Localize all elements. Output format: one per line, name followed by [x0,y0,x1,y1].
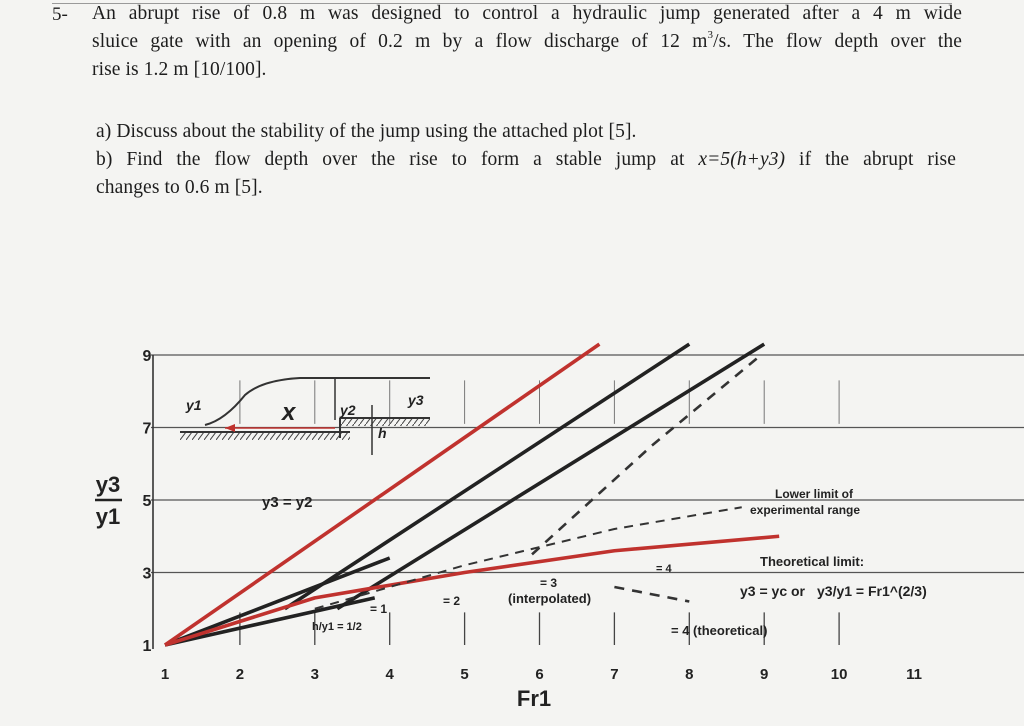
annotation-6: = 4 [656,563,672,575]
y-axis-label-den: y1 [95,504,121,529]
annotation-3: y3 = yc or [740,583,805,599]
x-tick-label: 5 [460,666,469,683]
chart-curves [165,344,779,645]
x-tick-label: 3 [310,666,319,683]
question-number: 5- [52,4,68,25]
y-tick-label: 1 [142,638,152,655]
annotation-4: y3/y1 = Fr1^(2/3) [817,583,927,599]
sketch-label-y3: y3 [408,392,424,408]
annotation-7: = 3 [540,576,558,590]
x-axis-label: Fr1 [516,686,552,711]
x-tick-label: 10 [830,666,848,683]
interpolated-dashed-line [532,359,757,555]
annotation-10: = 1 [370,602,388,616]
y-tick-label: 7 [142,420,152,438]
x-tick-label: 2 [235,666,245,683]
x-tick-label: 8 [685,666,694,683]
part-a: a) Discuss about the stability of the jump using the attached plot [5]. [96,121,637,142]
x-tick-label: 11 [906,666,922,683]
y-axis-label-num: y3 [95,472,121,497]
x-tick-label: 1 [160,666,170,683]
sketch-label-x: x [282,399,296,426]
x-tick-label: 6 [535,666,544,683]
theoretical-dashed-line [614,587,689,602]
annotation-2: Theoretical limit: [760,554,865,569]
sketch-label-y1: y1 [186,397,202,413]
x-tick-label: 4 [385,666,394,683]
sketch-label-y2: y2 [340,402,356,418]
part-b-formula: x=5(h+y3) [698,149,786,170]
arrow-head [225,424,235,432]
question-line-2: sluice gate with an opening of 0.2 m by a flow discharge of 12 $m^3/s$. The flow depth over the [92,29,962,52]
channel-bed-hatch [180,432,350,440]
annotation-9: = 2 [443,594,461,608]
part-b: b) Find the flow depth over the rise to form a stable jump at x=5(h+y3) if the abrupt rise [96,149,956,170]
y-tick-label: 9 [142,348,152,365]
y-tick-label: 5 [142,493,152,510]
y-tick-label: 3 [142,565,152,583]
jump-sketch [180,378,430,455]
question-line-1: An abrupt rise of 0.8 m was designed to control a hydraulic jump generated after a 4 m wide [92,3,962,24]
annotation-5: = 4 (theoretical) [671,623,768,638]
annotation-0: y3 = y2 [262,494,313,511]
x-tick-label: 7 [610,666,619,683]
x-tick-label: 9 [760,666,769,683]
annotation-lower-limit: Lower limit of experimental range [750,487,861,517]
question-line-3: rise is 1.2 m [10/100]. [92,59,267,80]
chart-labels [95,348,927,711]
series-line-3 [337,344,764,609]
annotation-11: h/y1 = 1/2 [312,621,362,633]
sketch-label-h: h [378,425,387,441]
part-b-line-2: changes to 0.6 m [5]. [96,177,263,198]
annotation-8: (interpolated) [508,591,592,606]
